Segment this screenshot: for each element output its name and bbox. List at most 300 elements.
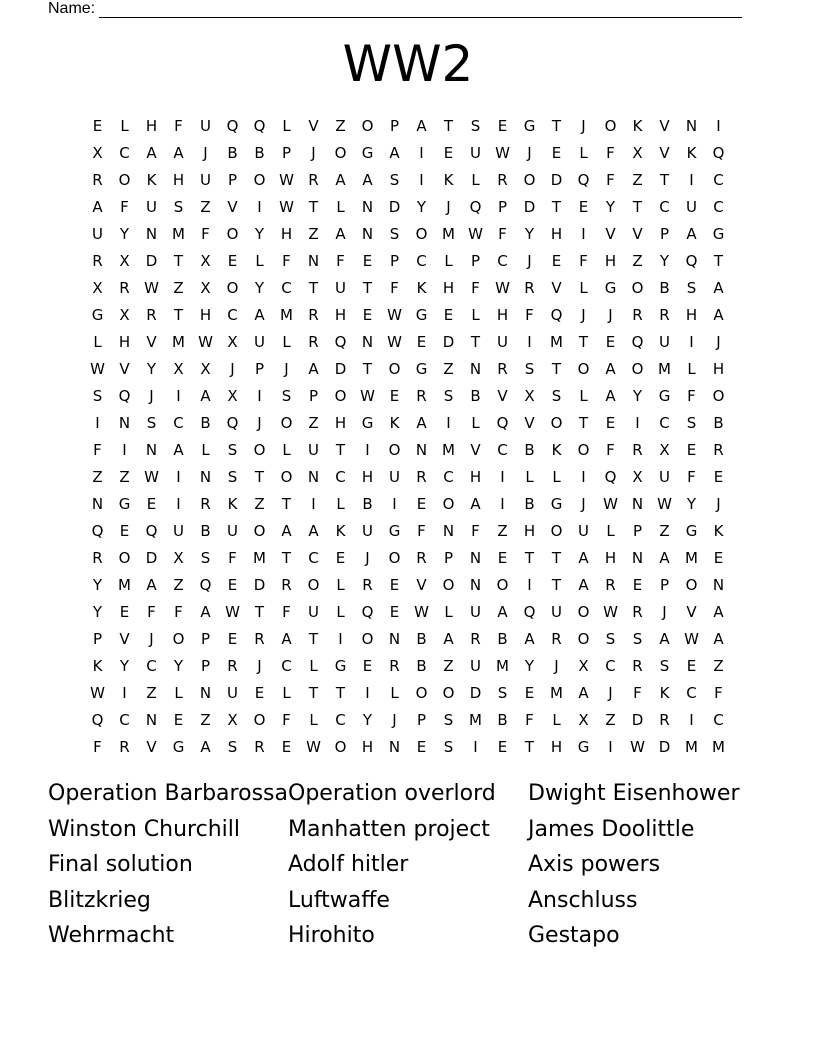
grid-letter: E bbox=[713, 549, 724, 567]
grid-letter: T bbox=[578, 414, 589, 432]
grid-letter: P bbox=[659, 576, 670, 594]
grid-letter: G bbox=[577, 738, 590, 756]
grid-letter: S bbox=[200, 549, 211, 567]
grid-letter: H bbox=[145, 117, 158, 135]
grid-letter: T bbox=[443, 117, 454, 135]
grid-letter: E bbox=[227, 252, 238, 270]
grid-letter: Y bbox=[254, 279, 265, 297]
grid-letter: X bbox=[200, 252, 211, 270]
grid-letter: D bbox=[145, 549, 158, 567]
grid-letter: L bbox=[336, 495, 345, 513]
grid-letter: F bbox=[282, 603, 291, 621]
grid-letter: T bbox=[551, 198, 562, 216]
grid-letter: P bbox=[281, 144, 292, 162]
grid-letter: W bbox=[468, 225, 483, 243]
grid-letter: H bbox=[280, 225, 293, 243]
grid-letter: R bbox=[92, 549, 103, 567]
grid-letter: W bbox=[495, 144, 510, 162]
grid-letter: S bbox=[686, 414, 697, 432]
grid-letter: U bbox=[335, 279, 346, 297]
grid-letter: F bbox=[228, 549, 237, 567]
grid-letter: W bbox=[684, 630, 699, 648]
grid-letter: J bbox=[230, 360, 235, 378]
grid-letter: T bbox=[362, 279, 373, 297]
grid-letter: N bbox=[145, 441, 158, 459]
grid-letter: L bbox=[471, 306, 480, 324]
grid-letter: G bbox=[172, 738, 185, 756]
grid-letter: A bbox=[578, 684, 589, 702]
grid-letter: G bbox=[604, 279, 617, 297]
grid-letter: X bbox=[227, 333, 238, 351]
grid-letter: F bbox=[147, 603, 156, 621]
grid-letter: E bbox=[416, 738, 427, 756]
grid-letter: E bbox=[524, 684, 535, 702]
grid-letter: X bbox=[524, 387, 535, 405]
grid-letter: L bbox=[174, 684, 183, 702]
grid-letter: U bbox=[227, 684, 238, 702]
grid-letter: E bbox=[389, 603, 400, 621]
grid-letter: A bbox=[605, 360, 616, 378]
grid-letter: N bbox=[631, 549, 644, 567]
grid-letter: E bbox=[362, 306, 373, 324]
grid-letter: L bbox=[390, 684, 399, 702]
grid-letter: P bbox=[470, 252, 481, 270]
grid-letter: V bbox=[659, 144, 670, 162]
grid-letter: E bbox=[551, 252, 562, 270]
grid-letter: W bbox=[306, 738, 321, 756]
grid-letter: T bbox=[308, 630, 319, 648]
grid-letter: T bbox=[335, 441, 346, 459]
grid-letter: H bbox=[550, 738, 563, 756]
grid-letter: I bbox=[419, 144, 424, 162]
grid-letter: L bbox=[93, 333, 102, 351]
grid-letter: O bbox=[334, 738, 347, 756]
grid-letter: Z bbox=[254, 495, 265, 513]
grid-letter: B bbox=[416, 657, 427, 675]
grid-letter: O bbox=[496, 576, 509, 594]
grid-letter: W bbox=[387, 306, 402, 324]
grid-letter: E bbox=[605, 333, 616, 351]
grid-letter: E bbox=[173, 711, 184, 729]
grid-letter: I bbox=[311, 495, 316, 513]
grid-letter: N bbox=[199, 684, 212, 702]
grid-letter: V bbox=[119, 630, 130, 648]
grid-letter: O bbox=[577, 630, 590, 648]
grid-letter: X bbox=[200, 279, 211, 297]
grid-letter: L bbox=[579, 387, 588, 405]
grid-letter: Y bbox=[686, 495, 697, 513]
grid-letter: Z bbox=[119, 468, 130, 486]
grid-letter: E bbox=[443, 144, 454, 162]
grid-letter: P bbox=[227, 171, 238, 189]
grid-letter: P bbox=[389, 117, 400, 135]
grid-letter: L bbox=[552, 468, 561, 486]
grid-letter: U bbox=[308, 441, 319, 459]
grid-letter: Y bbox=[632, 387, 643, 405]
grid-letter: R bbox=[416, 549, 427, 567]
grid-letter: Z bbox=[713, 657, 724, 675]
grid-letter: F bbox=[687, 387, 696, 405]
grid-letter: Y bbox=[524, 657, 535, 675]
grid-letter: J bbox=[365, 549, 370, 567]
word-list-item: Blitzkrieg bbox=[48, 887, 151, 913]
grid-letter: A bbox=[254, 306, 265, 324]
grid-letter: T bbox=[524, 738, 535, 756]
grid-letter: J bbox=[716, 495, 721, 513]
grid-letter: K bbox=[416, 279, 427, 297]
grid-letter: N bbox=[361, 198, 374, 216]
grid-letter: F bbox=[417, 522, 426, 540]
grid-letter: G bbox=[415, 360, 428, 378]
grid-letter: G bbox=[685, 522, 698, 540]
grid-letter: X bbox=[92, 144, 103, 162]
grid-letter: Y bbox=[362, 711, 373, 729]
grid-letter: L bbox=[282, 117, 291, 135]
grid-letter: T bbox=[713, 252, 724, 270]
grid-letter: W bbox=[279, 171, 294, 189]
grid-letter: K bbox=[713, 522, 724, 540]
grid-letter: C bbox=[227, 306, 238, 324]
grid-letter: C bbox=[119, 144, 130, 162]
grid-letter: E bbox=[416, 333, 427, 351]
grid-letter: V bbox=[470, 441, 481, 459]
grid-letter: X bbox=[632, 144, 643, 162]
grid-letter: A bbox=[389, 144, 400, 162]
grid-letter: C bbox=[281, 657, 292, 675]
grid-letter: G bbox=[550, 495, 563, 513]
grid-letter: Q bbox=[91, 522, 104, 540]
grid-letter: J bbox=[581, 117, 586, 135]
grid-letter: O bbox=[118, 171, 131, 189]
grid-letter: A bbox=[443, 630, 454, 648]
grid-letter: N bbox=[91, 495, 104, 513]
grid-letter: S bbox=[227, 441, 238, 459]
grid-letter: N bbox=[469, 360, 482, 378]
word-list-item: Adolf hitler bbox=[288, 852, 409, 878]
grid-letter: R bbox=[416, 468, 427, 486]
grid-letter: Z bbox=[200, 198, 211, 216]
grid-letter: L bbox=[336, 198, 345, 216]
grid-letter: N bbox=[118, 414, 131, 432]
grid-letter: O bbox=[604, 117, 617, 135]
grid-letter: T bbox=[551, 549, 562, 567]
grid-letter: T bbox=[281, 495, 292, 513]
grid-letter: U bbox=[254, 333, 265, 351]
grid-letter: B bbox=[200, 522, 211, 540]
page-title: WW2 bbox=[342, 35, 474, 93]
word-list-item: Winston Churchill bbox=[48, 816, 240, 842]
grid-letter: E bbox=[632, 576, 643, 594]
grid-letter: B bbox=[524, 495, 535, 513]
grid-letter: H bbox=[469, 468, 482, 486]
grid-letter: C bbox=[497, 441, 508, 459]
word-list-item: Anschluss bbox=[528, 887, 638, 913]
grid-letter: Z bbox=[497, 522, 508, 540]
grid-letter: C bbox=[713, 171, 724, 189]
grid-letter: K bbox=[686, 144, 697, 162]
grid-letter: C bbox=[308, 549, 319, 567]
grid-letter: Y bbox=[173, 657, 184, 675]
grid-letter: G bbox=[658, 387, 671, 405]
grid-letter: I bbox=[500, 468, 505, 486]
grid-letter: E bbox=[551, 144, 562, 162]
grid-letter: U bbox=[389, 468, 400, 486]
grid-letter: N bbox=[388, 738, 401, 756]
grid-letter: N bbox=[415, 441, 428, 459]
grid-letter: Q bbox=[469, 198, 482, 216]
grid-letter: O bbox=[307, 576, 320, 594]
grid-letter: Y bbox=[146, 360, 157, 378]
grid-letter: J bbox=[662, 603, 667, 621]
grid-letter: F bbox=[471, 279, 480, 297]
grid-letter: R bbox=[308, 306, 319, 324]
grid-letter: I bbox=[392, 495, 397, 513]
grid-letter: D bbox=[253, 576, 266, 594]
grid-letter: Y bbox=[416, 198, 427, 216]
grid-letter: A bbox=[200, 603, 211, 621]
grid-letter: I bbox=[473, 738, 478, 756]
grid-letter: D bbox=[388, 198, 401, 216]
grid-letter: W bbox=[198, 333, 213, 351]
grid-letter: D bbox=[523, 198, 536, 216]
grid-letter: S bbox=[524, 360, 535, 378]
grid-letter: B bbox=[713, 414, 724, 432]
grid-letter: A bbox=[281, 522, 292, 540]
grid-letter: O bbox=[577, 603, 590, 621]
grid-letter: A bbox=[713, 279, 724, 297]
grid-letter: X bbox=[173, 549, 184, 567]
grid-letter: E bbox=[686, 657, 697, 675]
grid-letter: S bbox=[470, 117, 481, 135]
grid-letter: T bbox=[308, 684, 319, 702]
grid-letter: H bbox=[496, 306, 509, 324]
grid-letter: Y bbox=[524, 225, 535, 243]
grid-letter: H bbox=[361, 468, 374, 486]
grid-letter: K bbox=[632, 117, 643, 135]
grid-letter: O bbox=[415, 225, 428, 243]
grid-letter: N bbox=[685, 117, 698, 135]
grid-letter: D bbox=[658, 738, 671, 756]
grid-letter: Z bbox=[605, 711, 616, 729]
grid-letter: I bbox=[419, 171, 424, 189]
grid-letter: H bbox=[550, 225, 563, 243]
grid-letter: E bbox=[605, 414, 616, 432]
grid-letter: R bbox=[632, 306, 643, 324]
word-list-item: Operation Barbarossa bbox=[48, 781, 288, 806]
grid-letter: V bbox=[551, 279, 562, 297]
grid-letter: Y bbox=[659, 252, 670, 270]
grid-letter: A bbox=[713, 630, 724, 648]
grid-letter: X bbox=[119, 306, 130, 324]
grid-letter: F bbox=[525, 306, 534, 324]
grid-letter: W bbox=[657, 495, 672, 513]
grid-letter: R bbox=[119, 738, 130, 756]
grid-letter: A bbox=[524, 630, 535, 648]
grid-letter: M bbox=[442, 225, 455, 243]
grid-letter: O bbox=[388, 360, 401, 378]
grid-letter: F bbox=[282, 252, 291, 270]
grid-letter: B bbox=[470, 387, 481, 405]
grid-letter: O bbox=[118, 549, 131, 567]
grid-letter: L bbox=[282, 333, 291, 351]
grid-letter: N bbox=[469, 576, 482, 594]
grid-letter: S bbox=[146, 414, 157, 432]
grid-letter: R bbox=[632, 603, 643, 621]
grid-letter: D bbox=[550, 171, 563, 189]
grid-letter: T bbox=[632, 198, 643, 216]
word-list-item: Manhatten project bbox=[288, 816, 490, 842]
grid-letter: Z bbox=[443, 360, 454, 378]
grid-letter: V bbox=[605, 225, 616, 243]
grid-letter: C bbox=[713, 711, 724, 729]
grid-letter: V bbox=[659, 117, 670, 135]
grid-letter: U bbox=[578, 522, 589, 540]
grid-letter: H bbox=[172, 171, 185, 189]
grid-letter: Z bbox=[92, 468, 103, 486]
grid-letter: H bbox=[361, 738, 374, 756]
grid-letter: Q bbox=[523, 603, 536, 621]
grid-letter: C bbox=[497, 252, 508, 270]
grid-letter: B bbox=[362, 495, 373, 513]
grid-letter: J bbox=[716, 333, 721, 351]
grid-letter: A bbox=[416, 117, 427, 135]
grid-letter: F bbox=[336, 252, 345, 270]
grid-letter: J bbox=[527, 252, 532, 270]
grid-letter: R bbox=[254, 630, 265, 648]
grid-letter: P bbox=[308, 387, 319, 405]
grid-letter: Q bbox=[631, 333, 644, 351]
grid-letter: G bbox=[118, 495, 131, 513]
grid-letter: O bbox=[226, 279, 239, 297]
grid-letter: R bbox=[659, 306, 670, 324]
grid-letter: O bbox=[712, 387, 725, 405]
grid-letter: B bbox=[497, 711, 508, 729]
grid-letter: F bbox=[93, 738, 102, 756]
grid-letter: J bbox=[392, 711, 397, 729]
grid-letter: L bbox=[525, 468, 534, 486]
grid-letter: R bbox=[713, 441, 724, 459]
grid-letter: A bbox=[713, 603, 724, 621]
grid-letter: A bbox=[659, 549, 670, 567]
grid-letter: V bbox=[227, 198, 238, 216]
grid-letter: S bbox=[497, 684, 508, 702]
grid-letter: E bbox=[497, 549, 508, 567]
grid-letter: O bbox=[577, 441, 590, 459]
grid-letter: Y bbox=[254, 225, 265, 243]
grid-letter: R bbox=[308, 171, 319, 189]
grid-letter: J bbox=[581, 306, 586, 324]
grid-letter: R bbox=[227, 657, 238, 675]
grid-letter: W bbox=[144, 468, 159, 486]
grid-letter: F bbox=[687, 468, 696, 486]
grid-letter: N bbox=[307, 468, 320, 486]
grid-letter: J bbox=[608, 684, 613, 702]
grid-letter: D bbox=[334, 360, 347, 378]
grid-letter: P bbox=[632, 522, 643, 540]
grid-letter: Q bbox=[361, 603, 374, 621]
grid-letter: T bbox=[551, 360, 562, 378]
grid-letter: S bbox=[551, 387, 562, 405]
grid-letter: O bbox=[334, 144, 347, 162]
grid-letter: L bbox=[282, 441, 291, 459]
grid-letter: E bbox=[92, 117, 103, 135]
word-list-item: Dwight Eisenhower bbox=[528, 781, 740, 806]
grid-letter: Q bbox=[145, 522, 158, 540]
grid-letter: E bbox=[362, 657, 373, 675]
grid-letter: K bbox=[92, 657, 103, 675]
word-list-item: Wehrmacht bbox=[48, 923, 175, 949]
grid-letter: T bbox=[254, 468, 265, 486]
grid-letter: I bbox=[365, 684, 370, 702]
grid-letter: J bbox=[311, 144, 316, 162]
grid-letter: E bbox=[497, 738, 508, 756]
grid-letter: A bbox=[362, 171, 373, 189]
grid-letter: B bbox=[497, 630, 508, 648]
grid-letter: J bbox=[257, 414, 262, 432]
grid-letter: M bbox=[253, 549, 266, 567]
grid-letter: G bbox=[361, 144, 374, 162]
word-list-item: Luftwaffe bbox=[288, 887, 390, 913]
grid-letter: R bbox=[470, 630, 481, 648]
grid-letter: R bbox=[200, 495, 211, 513]
grid-letter: B bbox=[416, 630, 427, 648]
grid-letter: A bbox=[335, 225, 346, 243]
grid-letter: W bbox=[90, 360, 105, 378]
grid-letter: F bbox=[93, 441, 102, 459]
grid-letter: N bbox=[712, 576, 725, 594]
grid-letter: H bbox=[604, 252, 617, 270]
grid-letter: R bbox=[605, 576, 616, 594]
grid-letter: R bbox=[119, 279, 130, 297]
grid-letter: U bbox=[173, 522, 184, 540]
grid-letter: L bbox=[336, 603, 345, 621]
grid-letter: S bbox=[605, 630, 616, 648]
grid-letter: T bbox=[362, 360, 373, 378]
grid-letter: I bbox=[689, 333, 694, 351]
grid-letter: A bbox=[173, 441, 184, 459]
grid-letter: P bbox=[200, 630, 211, 648]
grid-letter: W bbox=[279, 198, 294, 216]
grid-letter: C bbox=[659, 198, 670, 216]
grid-letter: O bbox=[280, 468, 293, 486]
grid-letter: O bbox=[361, 630, 374, 648]
grid-letter: A bbox=[605, 387, 616, 405]
grid-letter: E bbox=[254, 684, 265, 702]
grid-letter: C bbox=[173, 414, 184, 432]
grid-letter: I bbox=[581, 468, 586, 486]
grid-letter: C bbox=[119, 711, 130, 729]
grid-letter: F bbox=[390, 279, 399, 297]
word-list-item: Final solution bbox=[48, 852, 193, 878]
grid-letter: H bbox=[334, 306, 347, 324]
grid-letter: I bbox=[635, 414, 640, 432]
grid-letter: E bbox=[713, 468, 724, 486]
grid-letter: Y bbox=[119, 225, 130, 243]
grid-letter: V bbox=[686, 603, 697, 621]
grid-letter: C bbox=[605, 657, 616, 675]
grid-letter: R bbox=[92, 171, 103, 189]
grid-letter: A bbox=[200, 387, 211, 405]
grid-letter: M bbox=[685, 549, 698, 567]
word-list-item: Hirohito bbox=[288, 923, 375, 949]
grid-letter: Q bbox=[550, 306, 563, 324]
grid-letter: O bbox=[334, 387, 347, 405]
grid-letter: M bbox=[658, 360, 671, 378]
grid-letter: D bbox=[469, 684, 482, 702]
grid-letter: M bbox=[550, 333, 563, 351]
grid-letter: A bbox=[713, 306, 724, 324]
grid-letter: O bbox=[172, 630, 185, 648]
